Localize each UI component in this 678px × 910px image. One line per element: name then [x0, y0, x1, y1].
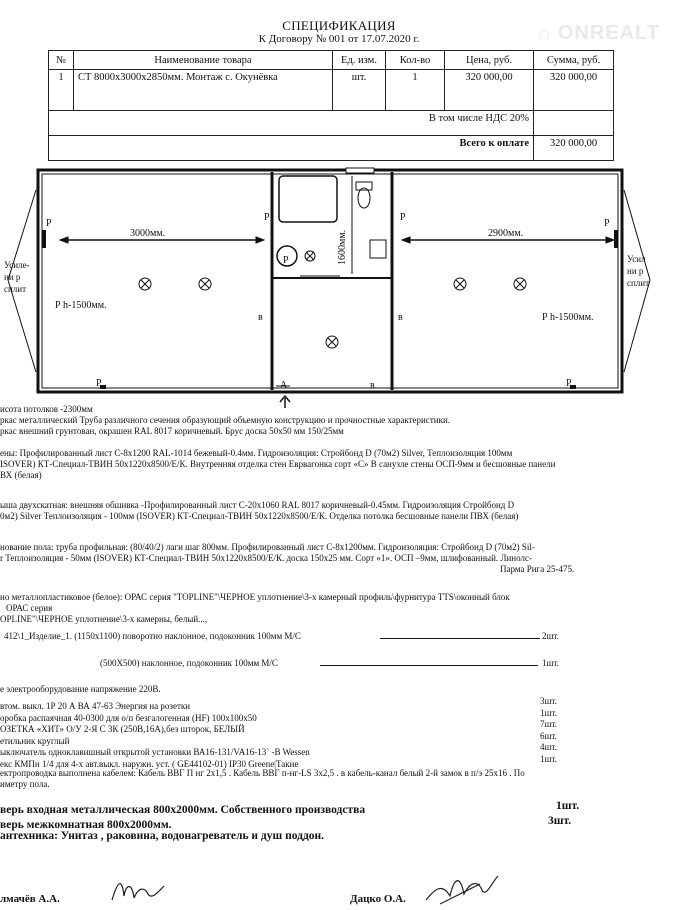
watermark-text: ONREALT — [557, 22, 660, 44]
cell-name: СТ 8000х3000х2850мм. Монтаж с. Окунёвка — [74, 70, 333, 111]
outer-wall — [38, 170, 622, 392]
text-line: исота потолков -2300мм — [0, 404, 93, 414]
vat-row — [49, 111, 614, 136]
socket-markers — [42, 230, 618, 389]
text-line: нование пола: труба профильная: (80/40/2) лаги шаг 800мм. Профилированный лист С-8х1200мм. Гидроизоляция: Стройбонд D (70м2) Sil- — [0, 542, 535, 552]
text-line: ркас внешний грунтован, окрашен RAL 8017 коричневый. Брус доска 50х50 мм 150/25мм — [0, 426, 344, 436]
sink — [370, 240, 386, 258]
list-item: екс КМПн 1/4 для 4-х авт.выкл. наружн. уст. ( GE44102-01) IP30 Greene|Такие 1шт. — [0, 753, 557, 769]
cell-number: 1 — [49, 70, 74, 111]
cell-unit: шт. — [333, 70, 386, 111]
text-line: ыша двухскатная: внешняя обшивка -Профилированный лист С-20х1060 RAL 8017 коричневый-0.45мм. Гидроизоляция Стройбонд D — [0, 500, 515, 510]
dim-mid-label: 1600мм. — [337, 229, 348, 265]
text-line: ркас металлический Труба различного сечения образующий объемную конструкцию и прочностные характеристики. — [0, 415, 451, 425]
leader-line — [320, 665, 538, 666]
arrow-head — [402, 237, 410, 243]
home-icon: ⌂ — [538, 22, 552, 44]
contract-reference: К Договору № 001 от 17.07.2020 г. — [258, 33, 420, 45]
floor-plan — [0, 160, 678, 410]
text-line: ектропроводка выполнена кабелем: Кабель ВВГ П нг 2х1,5 . Кабель ВВГ п-нг-LS 3х2,5 . в кабель-канал белый 2-й замок в п/э 25х16 . По — [0, 768, 525, 778]
socket-label: Р — [96, 378, 102, 389]
col-unit: Ед. изм. — [333, 51, 386, 70]
window-item-2-qty: 1шт. — [542, 658, 559, 668]
col-name: Наименование товара — [74, 51, 333, 70]
arrow-head — [256, 237, 264, 243]
signature-right-name: Дацко О.А. — [350, 893, 406, 905]
col-price: Цена, руб. — [445, 51, 534, 70]
toilet — [358, 188, 370, 208]
plumbing-line: антехника: Унитаз , раковина, водонагреватель и душ поддон. — [0, 830, 325, 842]
height-right-label: Р h-1500мм. — [542, 312, 594, 323]
section-cable — [0, 768, 525, 790]
side-left-line: ни р — [4, 272, 21, 282]
table-row — [49, 70, 614, 111]
text-line: но металлопластиковое (белое): ОРАС серия "TOPLINE"\ЧЕРНОЕ уплотнение\3-х камерный профиль\фурнитура TTS\оконный блок — [0, 592, 510, 602]
side-right-line: Усил — [627, 254, 646, 264]
signature-left — [108, 874, 168, 906]
shower-tray — [279, 176, 337, 222]
side-right-line: сплит — [627, 278, 650, 288]
switch-label: в — [370, 380, 375, 391]
socket-label: Р — [283, 255, 289, 266]
window-item-2: (500Х500) наклонное, подоконник 100мм М/С — [100, 658, 278, 668]
lamp-icons — [139, 251, 526, 348]
window-item-1: 412\1_Изделие_1. (1150х1100) поворотно наклонное, подоконник 100мм М/С — [4, 631, 301, 641]
total-value: 320 000,00 — [534, 136, 614, 161]
text-line: ОРАС серия — [6, 603, 53, 613]
switch-label: в — [258, 312, 263, 323]
watermark — [538, 22, 660, 45]
dim-right-label: 2900мм. — [488, 228, 524, 239]
inner-wall-line — [42, 174, 618, 388]
text-line: ены: Профилированный лист С-8х1200 RAL-1014 бежевый-0.4мм. Гидроизоляция: Стройбонд D (70м2) Silver, Теплоизоляция 100мм — [0, 448, 513, 458]
arrow-head — [60, 237, 68, 243]
text-line: Парма Рига 25-475. — [500, 564, 575, 574]
section-frame — [0, 404, 450, 437]
section-roof — [0, 500, 518, 522]
signature-right — [420, 870, 500, 908]
document-title: СПЕЦИФИКАЦИЯ — [282, 18, 396, 33]
text-line: OPLINE"\ЧЕРНОЕ уплотнение\3-х камерны, белый..., — [0, 614, 208, 624]
signature-left-name: лмачёв А.А. — [0, 893, 60, 905]
section-walls — [0, 448, 555, 481]
window-item-1-qty: 2шт. — [542, 631, 559, 641]
height-left-label: Р h-1500мм. — [55, 300, 107, 311]
side-left-line: сплит — [4, 284, 27, 294]
table-header-row — [49, 51, 614, 70]
side-left-line: Усиле- — [4, 260, 30, 270]
list-item: етильник круглый 6шт. — [0, 730, 557, 746]
list-item: верь межкомнатная 800х2000мм. 3шт. — [0, 815, 572, 831]
breaker-label: А — [280, 380, 288, 391]
socket-label: Р — [46, 218, 52, 229]
list-item: втом. выкл. 1Р 20 А ВА 47-63 Энергия на розетки 3шт. — [0, 696, 557, 711]
section-floor — [0, 542, 574, 575]
col-sum: Сумма, руб. — [534, 51, 614, 70]
socket-label: Р — [604, 218, 610, 229]
col-qty: Кол-во — [386, 51, 445, 70]
section-windows — [0, 592, 510, 625]
text-line: ISOVER) КТ-Специал-ТВИН 50х1220х8500/Е/К. Внутренняя отделка стен Еврвагонка сорт «С» В санузле стены ОСП-9мм и бесшовные панели — [0, 459, 556, 469]
total-row — [49, 136, 614, 161]
leader-line — [380, 638, 540, 639]
dim-left-label: 3000мм. — [130, 228, 166, 239]
text-line: 0м2) Silver Теплоизоляция - 100мм (ISOVER) КТ-Специал-ТВИН 50х1220х8500/Е/К. Отделка потолка бесшовные панели ПВХ (белая) — [0, 511, 519, 521]
vat-label: В том числе НДС 20% — [49, 111, 534, 136]
toilet-tank — [356, 182, 372, 190]
cell-sum: 320 000,00 — [534, 70, 614, 111]
col-number: № — [49, 51, 74, 70]
list-item: ыключатель одноклавишный открытой установки ВА16-131/VA16-13` -B Wessen 4шт. — [0, 742, 557, 757]
vat-value — [534, 111, 614, 136]
arrow-head — [606, 237, 614, 243]
switch-label: в — [398, 312, 403, 323]
spec-table — [48, 50, 614, 161]
text-line: иметру пола. — [0, 779, 50, 789]
socket-label: Р — [566, 378, 572, 389]
electrical-title: е электрооборудование напряжение 220В. — [0, 684, 161, 694]
list-item: оробка распаячная 40-0300 для о/п безгалогенная (HF) 100х100х50 1шт. — [0, 707, 557, 723]
electrical-list — [0, 696, 678, 769]
text-line: ВХ (белая) — [0, 470, 42, 480]
cell-price: 320 000,00 — [445, 70, 534, 111]
socket-label: Р — [264, 212, 270, 223]
doors-list — [0, 800, 678, 842]
total-label: Всего к оплате — [49, 136, 534, 161]
side-right-line: ни р — [627, 266, 644, 276]
text-line: r Теплоизоляция - 50мм (ISOVER) КТ-Специал-ТВИН 50х1220х8500/Е/К. доска 150х25 мм. Сорт «1». ОСП –9мм, шлифованный. Линолс- — [0, 553, 532, 563]
socket-label: Р — [400, 212, 406, 223]
cell-qty: 1 — [386, 70, 445, 111]
list-item: ОЗЕТКА «ХИТ» О/У 2-Я С 3К (250В,16А),без шторок, БЕЛЫЙ 7шт. — [0, 719, 557, 734]
list-item: верь входная металлическая 800х2000мм. Собственного производства 1шт. — [0, 800, 580, 816]
